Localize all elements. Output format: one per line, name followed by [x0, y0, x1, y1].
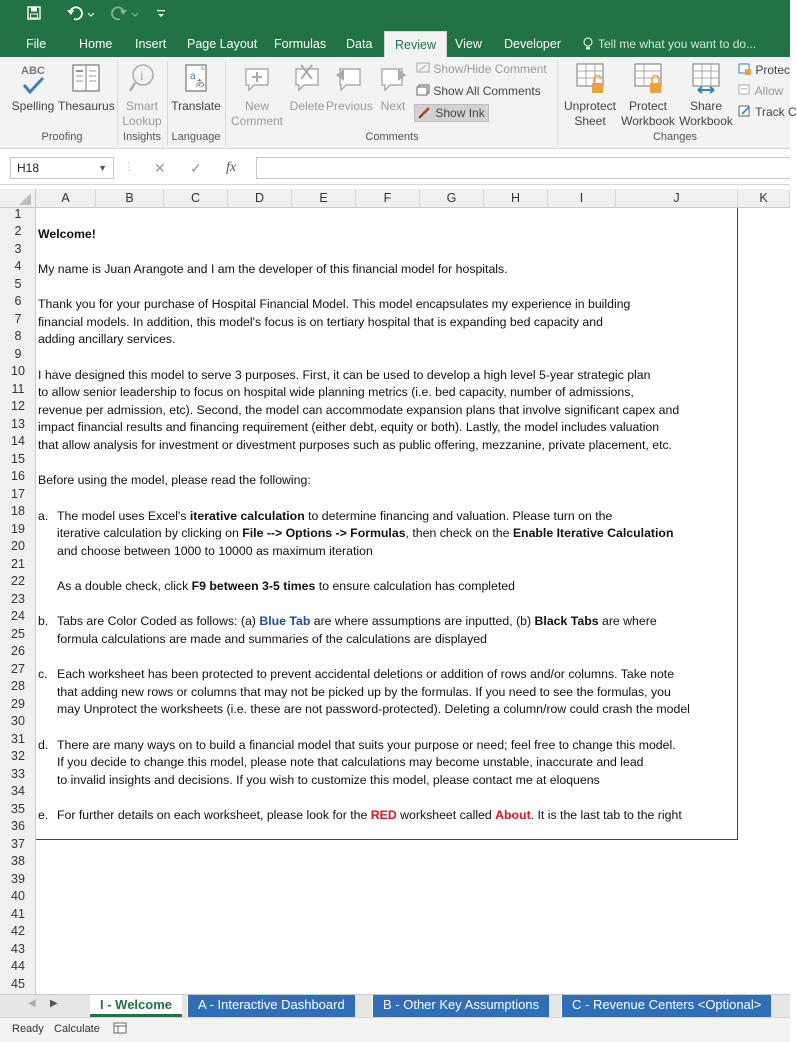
smart-lookup-icon [127, 61, 157, 97]
ribbon-review [0, 57, 797, 149]
group-proofing-label: Proofing [41, 131, 83, 143]
thesaurus-icon [70, 61, 102, 97]
tab-page-layout[interactable]: Page Layout [187, 37, 258, 51]
item-d-line: to invalid insights and decisions. If you wish to customize this model, please contact me at eloquens [57, 773, 600, 787]
tab-insert[interactable]: Insert [135, 37, 167, 51]
item-c-line: Each worksheet has been protected to prevent accidental deletions or addition of rows and/or columns. Take note [57, 667, 675, 681]
paragraph-line: Before using the model, please read the following: [38, 473, 311, 487]
column-header[interactable]: B [96, 189, 164, 208]
show-hide-comment-icon [416, 62, 430, 75]
tab-home[interactable]: Home [79, 37, 113, 51]
new-comment-icon [240, 61, 274, 97]
paragraph-line: impact financial results and financing requirement (either debt, equity or both). Lastly, the model includes valuation [38, 420, 660, 434]
unprotect-sheet-icon [573, 61, 607, 97]
group-language-label: Language [171, 131, 221, 143]
paragraph-line: financial models. In addition, this model's focus is on tertiary hospital that is expanding bed capacity and [38, 315, 603, 329]
redo-icon[interactable] [110, 6, 140, 24]
delete-comment-icon [290, 61, 324, 97]
intro-line: My name is Juan Arangote and I am the developer of this financial model for hospitals. [38, 262, 508, 276]
customize-qat-icon[interactable] [156, 6, 170, 24]
item-e-line: For further details on each worksheet, please look for the RED worksheet called About. It is the last tab to the right [57, 808, 682, 822]
column-header[interactable]: F [356, 189, 420, 208]
row-header[interactable]: 37 [11, 837, 25, 851]
row-header[interactable]: 31 [11, 732, 25, 746]
svg-text:あ: あ [195, 79, 205, 90]
new-comment-button[interactable]: New Comment [228, 61, 286, 129]
formula-input[interactable] [256, 157, 790, 179]
tab-developer[interactable]: Developer [504, 37, 561, 51]
row-header[interactable]: 22 [11, 574, 25, 588]
thesaurus-button[interactable]: Thesaurus [58, 61, 114, 114]
spelling-icon [18, 61, 48, 97]
allow-users-button[interactable]: Allow [738, 83, 783, 99]
paragraph-line: revenue per admission, etc). Second, the model can accommodate expansion plans that involve significant capex and [38, 403, 680, 417]
show-all-comments-button[interactable]: Show All Comments [416, 83, 541, 99]
row-header[interactable]: 11 [11, 382, 25, 396]
show-hide-comment-button[interactable]: Show/Hide Comment [416, 61, 547, 77]
protect-share-icon [738, 63, 752, 76]
row-header[interactable]: 27 [11, 662, 25, 676]
undo-icon[interactable] [66, 6, 96, 24]
item-a-line: iterative calculation by clicking on File --> Options -> Formulas, then check on the Enable Iterative Calculation [57, 526, 674, 540]
item-a-line: The model uses Excel's iterative calculation to determine financing and valuation. Please turn on the [57, 509, 613, 523]
protect-and-share-button[interactable]: Protec [738, 62, 790, 78]
item-c-line: that adding new rows or columns that may not be picked up by the formulas. If you need to see the formulas, you [57, 685, 671, 699]
row-header[interactable]: 12 [11, 399, 25, 413]
paragraph-line: Thank you for your purchase of Hospital Financial Model. This model encapsulates my experience in building [38, 297, 631, 311]
row-header[interactable]: 41 [11, 907, 25, 921]
share-workbook-button[interactable]: Share Workbook [677, 61, 735, 129]
translate-button[interactable]: a あ Translate [170, 61, 222, 114]
column-header[interactable]: C [164, 189, 228, 208]
scroll-tabs-right-icon[interactable]: ▶ [50, 998, 58, 1009]
row-header[interactable]: 14 [11, 434, 25, 448]
group-separator [557, 61, 558, 145]
row-header[interactable]: 8 [14, 329, 22, 343]
tab-formulas[interactable]: Formulas [274, 37, 327, 51]
protect-workbook-button[interactable]: Protect Workbook [618, 61, 678, 129]
row-headers [0, 208, 36, 994]
row-header[interactable]: 26 [11, 644, 25, 658]
sheet-tab-other-key-assumptions[interactable]: B - Other Key Assumptions [372, 995, 549, 1017]
item-d-line: If you decide to change this model, please note that calculations may become unstable, inaccurate and lead [57, 755, 644, 769]
row-header[interactable]: 19 [11, 522, 25, 536]
row-header[interactable]: 6 [14, 294, 22, 308]
enter-entry-button[interactable]: ✓ [190, 160, 202, 176]
tab-review[interactable]: Review [384, 31, 447, 57]
svg-text:a: a [190, 71, 196, 82]
macro-recording-icon[interactable] [113, 1022, 127, 1037]
scroll-tabs-left-icon[interactable]: ◀ [28, 998, 36, 1009]
group-comments-label: Comments [365, 131, 419, 143]
insert-function-button[interactable]: fx [226, 160, 237, 175]
translate-icon [181, 61, 211, 97]
welcome-heading: Welcome! [38, 227, 96, 241]
item-d-line: There are many ways on to build a financial model that suits your purpose or need; feel free to change this model. [57, 738, 676, 752]
row-header[interactable]: 9 [14, 347, 22, 361]
allow-users-icon [738, 84, 752, 97]
row-header[interactable]: 32 [11, 749, 25, 763]
row-header[interactable]: 38 [11, 854, 25, 868]
row-header[interactable]: 43 [11, 942, 25, 956]
item-b-line: formula calculations are made and summaries of the calculations are displayed [57, 632, 487, 646]
row-header[interactable]: 35 [11, 802, 25, 816]
row-header[interactable]: 7 [14, 312, 22, 326]
next-comment-icon [376, 61, 410, 97]
item-letter: e. [38, 808, 49, 822]
row-header[interactable]: 5 [14, 277, 22, 291]
show-ink-icon [418, 106, 432, 119]
item-letter: d. [38, 738, 49, 752]
row-header[interactable]: 17 [11, 487, 25, 501]
row-header[interactable]: 34 [11, 784, 25, 798]
sheet-tab-revenue-centers[interactable]: C - Revenue Centers <Optional> [561, 995, 771, 1017]
group-insights-label: Insights [123, 131, 161, 143]
row-header[interactable]: 20 [11, 539, 25, 553]
sheet-tab-bar [0, 994, 790, 1017]
row-header[interactable]: 30 [11, 714, 25, 728]
row-header[interactable]: 13 [11, 417, 25, 431]
share-workbook-icon [689, 61, 723, 97]
item-a-line: and choose between 1000 to 10000 as maximum iteration [57, 544, 373, 558]
row-header[interactable]: 3 [14, 242, 22, 256]
tab-file[interactable]: File [26, 37, 47, 51]
paragraph-line: that allow analysis for investment or divestment purposes such as public offering, mezzanine, private placement, etc. [38, 438, 673, 452]
row-header[interactable]: 1 [14, 207, 22, 221]
paragraph-line: adding ancillary services. [38, 332, 176, 346]
paragraph-line: I have designed this model to serve 3 purposes. First, it can be used to develop a high level 5-year strategic plan [38, 368, 651, 382]
name-box[interactable]: H18 ▼ [10, 157, 114, 179]
row-header[interactable]: 21 [11, 557, 25, 571]
row-header[interactable]: 42 [11, 924, 25, 938]
group-changes-label: Changes [652, 131, 698, 143]
paragraph-line: to allow senior leadership to focus on hospital wide planning metrics (i.e. bed capacity, number of admissions, [38, 385, 634, 399]
group-separator [225, 61, 226, 145]
row-header[interactable]: 25 [11, 627, 25, 641]
show-all-comments-icon [416, 84, 430, 97]
column-header[interactable]: E [292, 189, 356, 208]
column-header[interactable]: I [548, 189, 616, 208]
group-separator [117, 61, 118, 145]
item-letter: c. [38, 667, 48, 681]
svg-text:i: i [140, 68, 144, 83]
tab-data[interactable]: Data [346, 37, 373, 51]
formula-bar [0, 149, 790, 185]
row-header[interactable]: 10 [11, 364, 25, 378]
column-header[interactable]: D [228, 189, 292, 208]
column-header[interactable]: G [420, 189, 484, 208]
row-header[interactable]: 29 [11, 697, 25, 711]
item-c-line: may Unprotect the worksheets (i.e. these are not password-protected). Deleting a column/row could crash the model [57, 702, 690, 716]
status-ready: Ready [12, 1023, 44, 1035]
row-header[interactable]: 15 [11, 452, 25, 466]
track-changes-icon [738, 105, 752, 118]
save-icon[interactable] [27, 6, 43, 24]
item-a-line: As a double check, click F9 between 3-5 times to ensure calculation has completed [57, 579, 515, 593]
ribbon-tabs [0, 31, 790, 57]
row-header[interactable]: 33 [11, 767, 25, 781]
row-header[interactable]: 4 [14, 259, 22, 273]
column-header[interactable]: K [738, 189, 790, 208]
previous-comment-icon [332, 61, 366, 97]
group-separator [167, 61, 168, 145]
more-options-icon: ⋮ [124, 162, 134, 173]
row-header[interactable]: 24 [11, 609, 25, 623]
next-comment-button[interactable]: Next [376, 61, 410, 114]
column-headers [0, 189, 790, 208]
row-header[interactable]: 2 [14, 224, 22, 238]
unprotect-sheet-button[interactable]: Unprotect Sheet [560, 61, 620, 129]
delete-comment-button[interactable]: Delete [287, 61, 327, 114]
row-header[interactable]: 18 [11, 504, 25, 518]
protect-workbook-icon [631, 61, 665, 97]
column-header[interactable]: J [616, 189, 738, 208]
spelling-button[interactable]: ABC Spelling [10, 61, 56, 114]
show-ink-button[interactable]: Show Ink [414, 104, 489, 122]
status-calculate[interactable]: Calculate [54, 1023, 100, 1035]
item-letter: a. [38, 509, 49, 523]
previous-comment-button[interactable]: Previous [326, 61, 372, 114]
sheet-tab-interactive-dashboard[interactable]: A - Interactive Dashboard [187, 995, 355, 1017]
item-letter: b. [38, 614, 49, 628]
status-bar [0, 1017, 790, 1042]
row-header[interactable]: 45 [11, 977, 25, 991]
column-header[interactable]: A [36, 189, 96, 208]
row-header[interactable]: 39 [11, 872, 25, 886]
svg-text:ABC: ABC [21, 65, 45, 77]
column-header[interactable]: H [484, 189, 548, 208]
row-header[interactable]: 44 [11, 959, 25, 973]
smart-lookup-button[interactable]: i Smart Lookup [120, 61, 164, 129]
title-bar [0, 0, 790, 31]
sheet-tab-welcome[interactable]: I - Welcome [90, 995, 182, 1017]
item-b-line: Tabs are Color Coded as follows: (a) Blue Tab are where assumptions are inputted, (b) Black Tabs are where [57, 614, 657, 628]
row-header[interactable]: 36 [11, 819, 25, 833]
row-header[interactable]: 40 [11, 889, 25, 903]
row-header[interactable]: 28 [11, 679, 25, 693]
chevron-down-icon[interactable]: ▼ [98, 163, 107, 173]
tab-view[interactable]: View [455, 37, 482, 51]
cancel-entry-button[interactable]: ✕ [154, 160, 166, 176]
tell-me-placeholder: Tell me what you want to do... [598, 37, 757, 51]
row-header[interactable]: 23 [11, 592, 25, 606]
row-header[interactable]: 16 [11, 469, 25, 483]
track-changes-button[interactable]: Track C [738, 104, 797, 120]
